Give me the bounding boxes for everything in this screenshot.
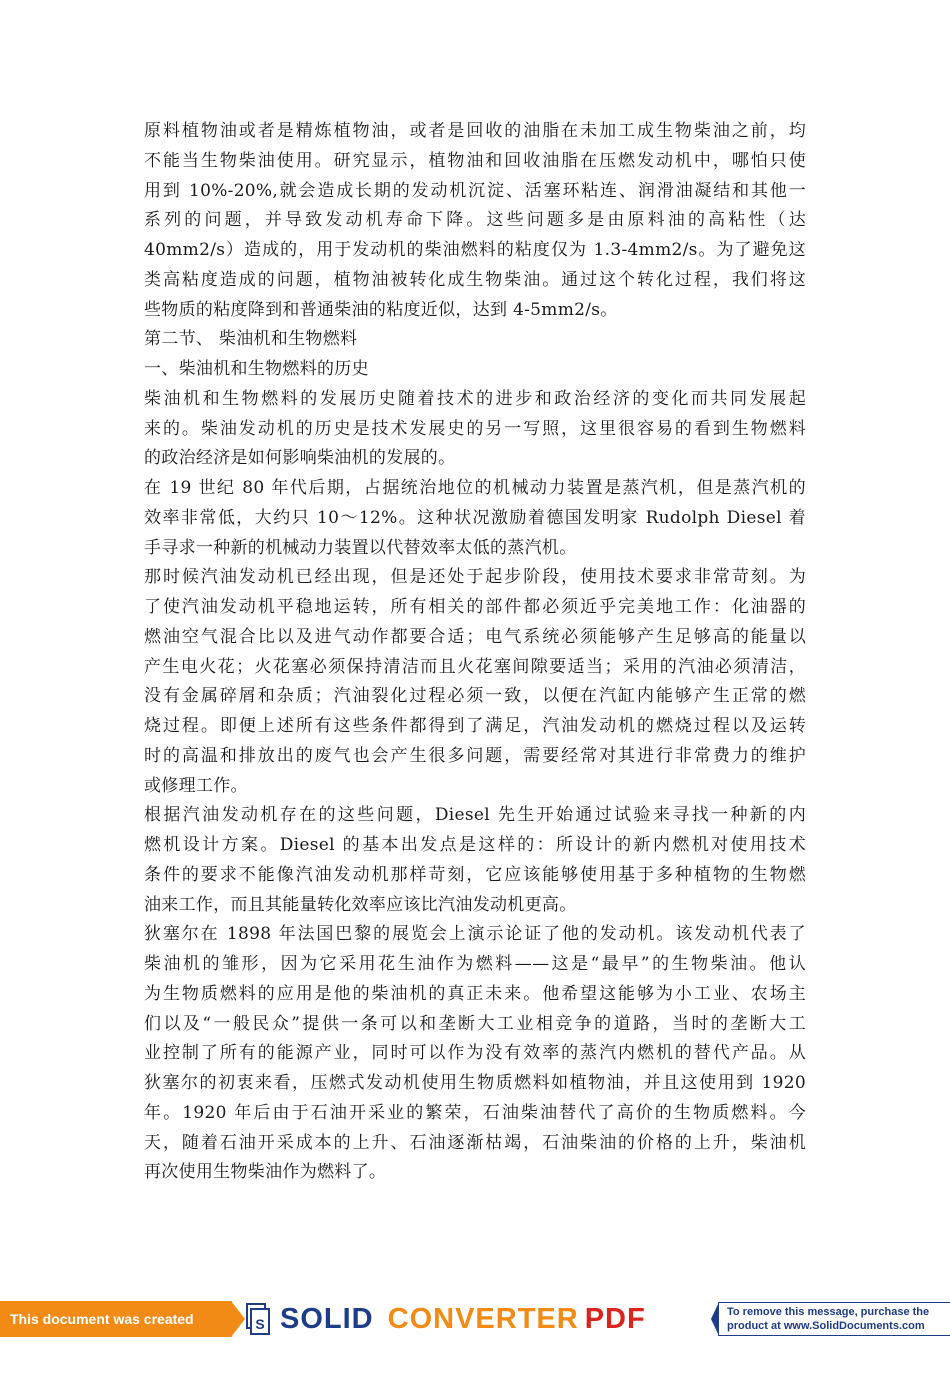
text-line: 再次使用生物柴油作为燃料了。	[144, 1162, 387, 1182]
text-line: 的政治经济是如何影响柴油机的发展的。	[144, 448, 456, 468]
banner-arrow-shape	[231, 1301, 245, 1337]
text-line: 那时候汽油发动机已经出现，但是还处于起步阶段，使用技术要求非常苛刻。为	[144, 567, 806, 587]
text-line: 来的。柴油发动机的历史是技术发展史的另一写照，这里很容易的看到生物燃料	[144, 419, 806, 439]
svg-text:S: S	[255, 1316, 265, 1332]
text-line: 没有金属碎屑和杂质；汽油裂化过程必须一致，以便在汽缸内能够产生正常的燃	[144, 686, 806, 706]
brand-logo	[280, 1300, 646, 1338]
text-line: 油来工作，而且其能量转化效率应该比汽油发动机更高。	[144, 895, 577, 915]
brand-converter: CONVERTER	[387, 1303, 579, 1335]
text-line: 产生电火花；火花塞必须保持清洁而且火花塞间隙要适当；采用的汽油必须清洁，	[144, 657, 806, 677]
text-line: 们以及“一般民众”提供一条可以和垄断大工业相竞争的道路，当时的垄断大工	[144, 1014, 806, 1034]
converter-banner[interactable]	[0, 1298, 950, 1363]
text-line: 狄塞尔在 1898 年法国巴黎的展览会上演示论证了他的发动机。该发动机代表了	[144, 924, 806, 944]
text-line: 时的高温和排放出的废气也会产生很多问题，需要经常对其进行非常费力的维护	[144, 746, 806, 766]
text-line: 业控制了所有的能源产业，同时可以作为没有效率的蒸汽内燃机的替代产品。从	[144, 1043, 806, 1063]
banner-created-using-text: This document was created using	[0, 1301, 232, 1337]
subsection-heading: 一、柴油机和生物燃料的历史	[144, 359, 369, 379]
text-line: 烧过程。即便上述所有这些条件都得到了满足，汽油发动机的燃烧过程以及运转	[144, 716, 806, 736]
text-line: 些物质的粘度降到和普通柴油的粘度近似，达到 4-5mm2/s。	[144, 300, 618, 320]
text-line: 不能当生物柴油使用。研究显示，植物油和回收油脂在压燃发动机中，哪怕只使	[144, 151, 806, 171]
text-line: 手寻求一种新的机械动力装置以代替效率太低的蒸汽机。	[144, 538, 577, 558]
section-heading: 第二节、 柴油机和生物燃料	[144, 329, 358, 349]
text-line: 柴油机的雏形，因为它采用花生油作为燃料——这是“最早”的生物柴油。他认	[144, 954, 806, 974]
text-line: 条件的要求不能像汽油发动机那样苛刻，它应该能够使用基于多种植物的生物燃	[144, 865, 806, 885]
text-line: 天，随着石油开采成本的上升、石油逐渐枯竭，石油柴油的价格的上升，柴油机	[144, 1133, 806, 1153]
text-line: 燃机设计方案。Diesel 的基本出发点是这样的：所设计的新内燃机对使用技术	[144, 835, 806, 855]
text-line: 年。1920 年后由于石油开采业的繁荣，石油柴油替代了高价的生物质燃料。今	[144, 1103, 806, 1123]
purchase-link-line[interactable]: product at www.SolidDocuments.com	[727, 1320, 925, 1332]
text-line: 了使汽油发动机平稳地运转，所有相关的部件都必须近乎完美地工作：化油器的	[144, 597, 806, 617]
text-line: 或修理工作。	[144, 776, 248, 796]
text-line: 在 19 世纪 80 年代后期，占据统治地位的机械动力装置是蒸汽机，但是蒸汽机的	[144, 478, 806, 498]
text-line: 狄塞尔的初衷来看，压燃式发动机使用生物质燃料如植物油，并且这使用到 1920	[144, 1073, 806, 1093]
text-line: 用到 10%-20%,就会造成长期的发动机沉淀、活塞环粘连、润滑油凝结和其他一	[144, 181, 806, 201]
text-line: 类高粘度造成的问题，植物油被转化成生物柴油。通过这个转化过程，我们将这	[144, 270, 806, 290]
text-line: 效率非常低，大约只 10～12%。这种状况激励着德国发明家 Rudolph Diesel 着	[144, 508, 806, 528]
brand-solid: SOLID	[280, 1303, 374, 1335]
text-line: 原料植物油或者是精炼植物油，或者是回收的油脂在未加工成生物柴油之前，均	[144, 121, 806, 141]
document-logo-icon	[246, 1303, 270, 1335]
text-line: 为生物质燃料的应用是他的柴油机的真正未来。他希望这能够为小工业、农场主	[144, 984, 806, 1004]
text-line: 根据汽油发动机存在的这些问题，Diesel 先生开始通过试验来寻找一种新的内	[144, 805, 806, 825]
brand-pdf: PDF	[584, 1303, 646, 1335]
text-line: 燃油空气混合比以及进气动作都要合适；电气系统必须能够产生足够高的能量以	[144, 627, 806, 647]
purchase-message-box[interactable]	[718, 1302, 950, 1336]
text-line: 柴油机和生物燃料的发展历史随着技术的进步和政治经济的变化而共同发展起	[144, 389, 806, 409]
text-line: 系列的问题，并导致发动机寿命下降。这些问题多是由原料油的高粘性（达	[144, 210, 806, 230]
purchase-message-line: To remove this message, purchase the	[727, 1306, 930, 1318]
text-line: 40mm2/s）造成的，用于发动机的柴油燃料的粘度仅为 1.3-4mm2/s。为了避免这	[144, 240, 806, 260]
